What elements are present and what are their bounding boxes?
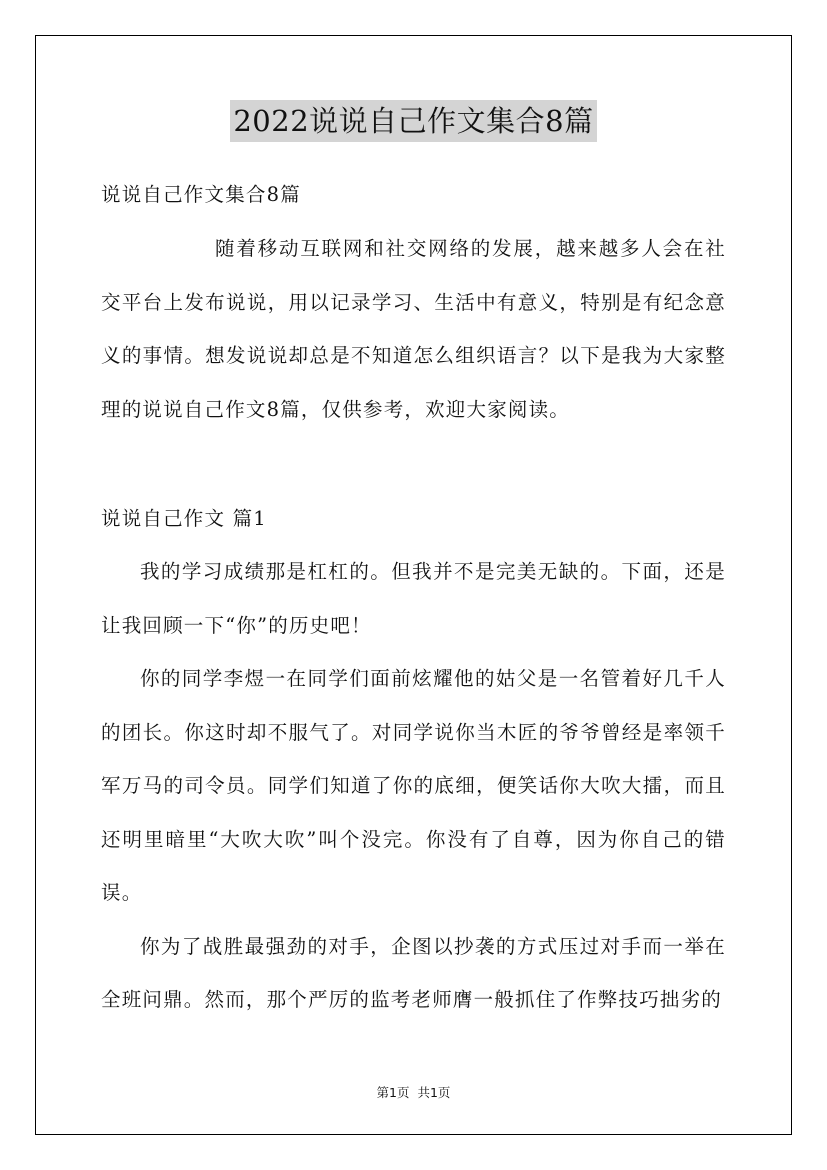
body-paragraph: 我的学习成绩那是杠杠的。但我并不是完美无缺的。下面，还是让我回顾一下“你”的历史吧！	[101, 560, 726, 637]
document-title: 2022说说自己作文集合8篇	[230, 100, 596, 142]
page-total: 共1页	[417, 1085, 451, 1100]
page-footer	[0, 1083, 827, 1101]
page-number: 第1页	[376, 1085, 410, 1100]
body-paragraph: 你的同学李煜一在同学们面前炫耀他的姑父是一名管着好几千人的团长。你这时却不服气了。对同学说你当木匠的爷爷曾经是率领千军万马的司令员。同学们知道了你的底细，便笑话你大吹大擂，而且还明里暗里“大吹大吹”叫个没完。你没有了自尊，因为你自己的错误。	[101, 667, 726, 904]
section-heading: 说说自己作文 篇1	[101, 507, 267, 530]
section-body	[101, 545, 726, 1027]
document-subtitle: 说说自己作文集合8篇	[101, 183, 301, 206]
intro-paragraph: 随着移动互联网和社交网络的发展，越来越多人会在社交平台上发布说说，用以记录学习、生活中有意义，特别是有纪念意义的事情。想发说说却总是不知道怎么组织语言？以下是我为大家整理的说说自己作文8篇，仅供参考，欢迎大家阅读。	[101, 237, 726, 421]
title-container	[0, 100, 827, 142]
body-paragraph: 你为了战胜最强劲的对手，企图以抄袭的方式压过对手而一举在全班问鼎。然而，那个严厉的监考老师膺一般抓住了作弊技巧拙劣的	[101, 934, 726, 1011]
